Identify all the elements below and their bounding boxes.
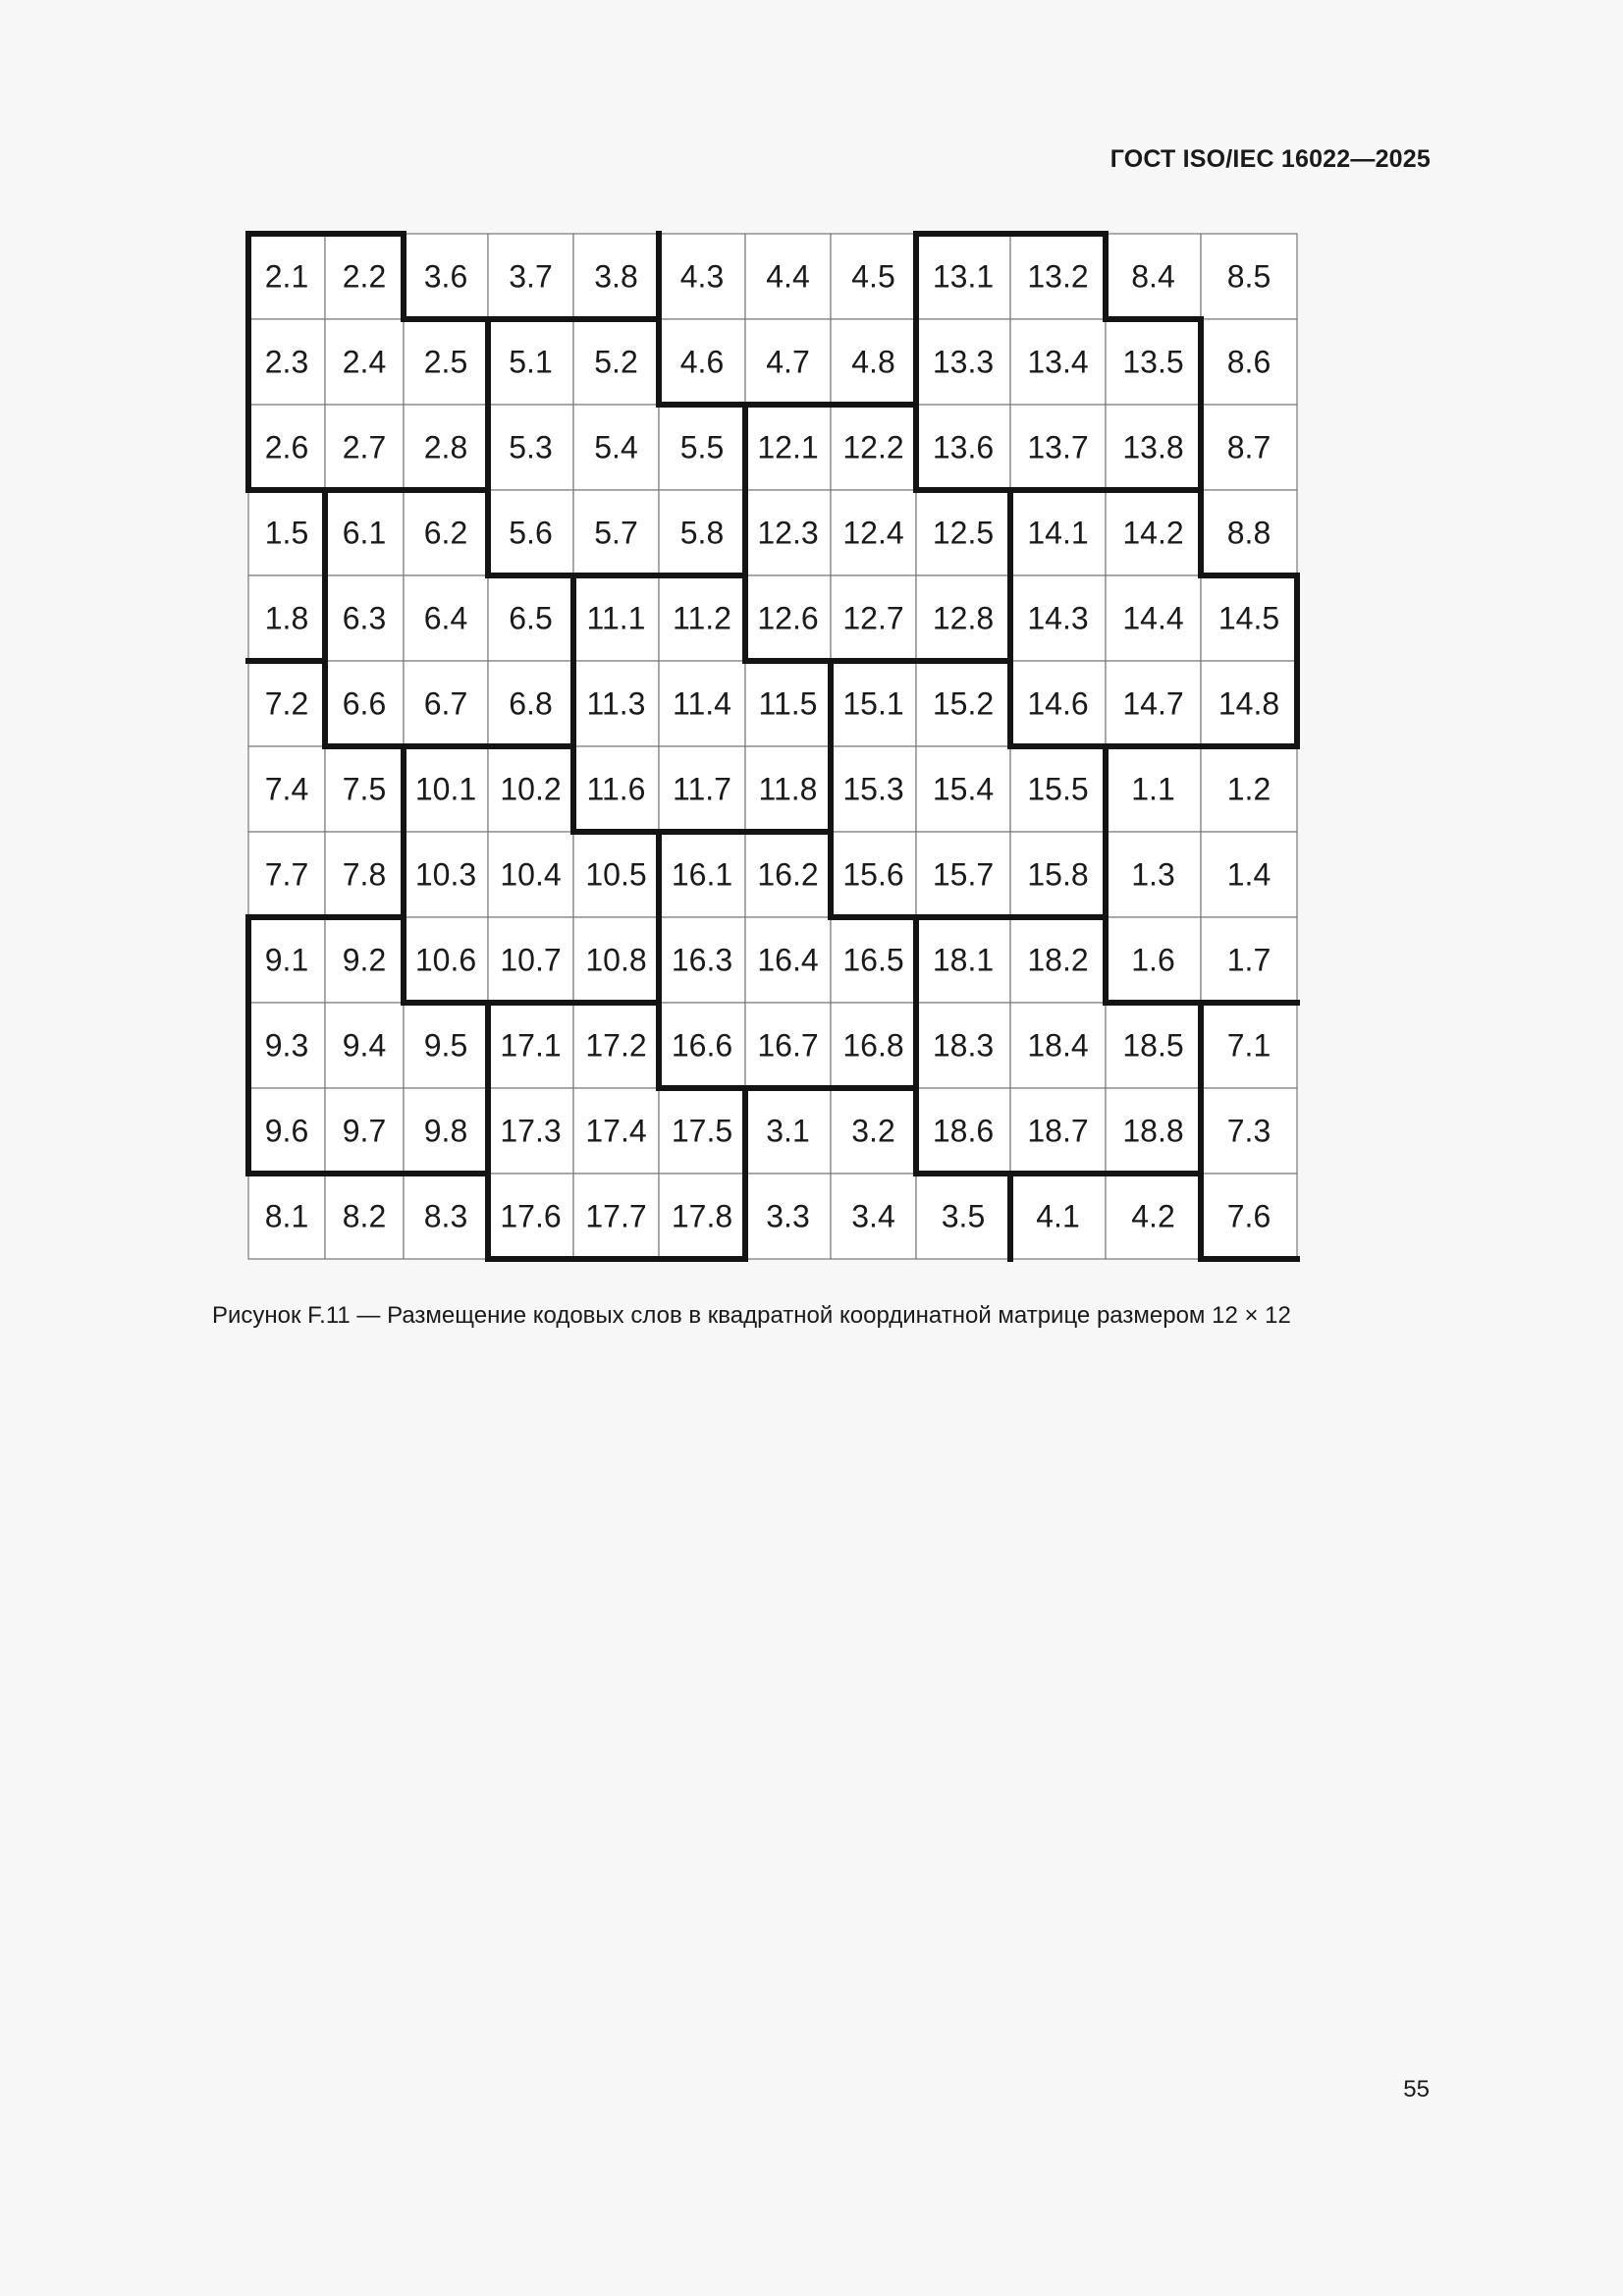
matrix-cell-label: 3.6 <box>423 258 468 295</box>
matrix-cell-label: 10.1 <box>414 771 477 807</box>
matrix-cell-label: 9.5 <box>423 1027 468 1064</box>
matrix-cell-label: 8.6 <box>1226 344 1271 380</box>
matrix-cell-label: 3.5 <box>941 1198 986 1234</box>
matrix-cell-label: 6.5 <box>509 600 553 636</box>
matrix-cell-label: 11.6 <box>586 771 646 807</box>
matrix-cell-label: 17.4 <box>585 1113 647 1149</box>
matrix-cell-label: 9.8 <box>423 1113 468 1149</box>
matrix-cell-label: 7.3 <box>1226 1113 1271 1149</box>
matrix-cell-label: 10.4 <box>500 856 562 893</box>
matrix-cell-label: 7.5 <box>342 771 387 807</box>
figure-caption: Рисунок F.11 — Размещение кодовых слов в квадратной координатной матрице размером 12 × 12 <box>212 1302 1291 1329</box>
matrix-cell-label: 17.8 <box>671 1198 733 1234</box>
matrix-cell-label: 1.1 <box>1131 771 1175 807</box>
matrix-cell-label: 2.7 <box>342 429 387 465</box>
matrix-cell-label: 8.7 <box>1226 429 1271 465</box>
matrix-cell-label: 5.8 <box>679 515 725 551</box>
matrix-cell-label: 11.7 <box>673 771 731 807</box>
matrix-cell-label: 11.8 <box>758 771 818 807</box>
matrix-cell-label: 7.2 <box>264 685 309 722</box>
matrix-cell-label: 12.5 <box>932 515 995 551</box>
matrix-cell-label: 1.8 <box>264 600 309 636</box>
matrix-cell-label: 17.1 <box>500 1027 562 1064</box>
matrix-cell-label: 5.3 <box>509 429 553 465</box>
matrix-cell-label: 14.7 <box>1122 685 1184 722</box>
matrix-cell-label: 8.2 <box>342 1198 387 1234</box>
matrix-cell-label: 10.7 <box>500 942 562 978</box>
matrix-cell-label: 7.8 <box>342 856 387 893</box>
matrix-cell-label: 9.1 <box>264 942 309 978</box>
matrix-cell-label: 2.6 <box>264 429 309 465</box>
matrix-cell-label: 10.8 <box>585 942 647 978</box>
matrix-cell-label: 18.5 <box>1122 1027 1184 1064</box>
matrix-cell-label: 3.3 <box>766 1198 810 1234</box>
matrix-cell-label: 15.6 <box>842 856 904 893</box>
matrix-cell-label: 16.3 <box>671 942 733 978</box>
matrix-cell-label: 6.8 <box>509 685 553 722</box>
matrix-cell-label: 12.8 <box>932 600 995 636</box>
matrix-cell-label: 5.2 <box>594 344 638 380</box>
document-header: ГОСТ ISO/IEC 16022—2025 <box>1109 145 1431 173</box>
matrix-cell-label: 3.1 <box>766 1113 810 1149</box>
matrix-cell-label: 16.8 <box>842 1027 904 1064</box>
codeword-matrix <box>246 232 1299 1259</box>
matrix-cell-label: 4.1 <box>1036 1198 1080 1234</box>
matrix-cell-label: 4.8 <box>851 344 895 380</box>
matrix-cell-label: 13.7 <box>1027 429 1089 465</box>
matrix-cell-label: 18.4 <box>1027 1027 1089 1064</box>
matrix-cell-label: 14.3 <box>1027 600 1089 636</box>
matrix-cell-label: 18.8 <box>1122 1113 1184 1149</box>
matrix-cell-label: 5.5 <box>679 429 725 465</box>
matrix-cell-label: 12.2 <box>842 429 904 465</box>
matrix-cell-label: 13.3 <box>932 344 995 380</box>
matrix-cell-label: 2.4 <box>342 344 387 380</box>
matrix-cell-label: 15.4 <box>932 771 995 807</box>
matrix-cell-label: 10.2 <box>500 771 562 807</box>
matrix-cell-label: 11.3 <box>586 685 646 722</box>
matrix-cell-label: 14.4 <box>1122 600 1184 636</box>
matrix-cell-label: 11.2 <box>673 600 731 636</box>
matrix-cell-label: 13.1 <box>932 258 995 295</box>
page-number: 55 <box>1403 2076 1430 2103</box>
matrix-cell-label: 2.3 <box>264 344 309 380</box>
matrix-cell-label: 13.8 <box>1122 429 1184 465</box>
matrix-cell-label: 12.3 <box>757 515 819 551</box>
matrix-cell-label: 5.6 <box>509 515 553 551</box>
matrix-cell-label: 6.4 <box>423 600 468 636</box>
matrix-cell-label: 12.4 <box>842 515 904 551</box>
matrix-cell-label: 10.3 <box>414 856 477 893</box>
matrix-cell-label: 14.6 <box>1027 685 1089 722</box>
matrix-cell-label: 18.7 <box>1027 1113 1089 1149</box>
matrix-cell-label: 16.5 <box>842 942 904 978</box>
matrix-cell-label: 17.7 <box>585 1198 647 1234</box>
matrix-cell-label: 5.1 <box>509 344 553 380</box>
matrix-cell-label: 14.1 <box>1027 515 1089 551</box>
matrix-cell-label: 2.2 <box>342 258 387 295</box>
matrix-cell-label: 15.7 <box>932 856 995 893</box>
matrix-cell-label: 4.4 <box>766 258 810 295</box>
matrix-cell-label: 15.3 <box>842 771 904 807</box>
matrix-cell-label: 17.2 <box>585 1027 647 1064</box>
matrix-cell-label: 4.7 <box>766 344 810 380</box>
matrix-cell-label: 15.8 <box>1027 856 1089 893</box>
matrix-cell-label: 9.3 <box>264 1027 309 1064</box>
matrix-cell-label: 8.8 <box>1226 515 1271 551</box>
matrix-cell-label: 11.1 <box>586 600 646 636</box>
matrix-cell-label: 6.3 <box>342 600 387 636</box>
matrix-cell-label: 10.5 <box>585 856 647 893</box>
matrix-cell-label: 10.6 <box>414 942 477 978</box>
matrix-cell-label: 9.2 <box>342 942 387 978</box>
matrix-cell-label: 3.4 <box>851 1198 895 1234</box>
matrix-cell-label: 1.5 <box>264 515 309 551</box>
matrix-cell-label: 1.7 <box>1226 942 1271 978</box>
matrix-cell-label: 16.6 <box>671 1027 733 1064</box>
matrix-cell-label: 5.7 <box>594 515 638 551</box>
matrix-cell-label: 8.1 <box>264 1198 309 1234</box>
matrix-cell-label: 7.6 <box>1226 1198 1271 1234</box>
matrix-cell-label: 11.4 <box>673 685 731 722</box>
matrix-cell-label: 16.2 <box>757 856 819 893</box>
matrix-cell-label: 2.8 <box>423 429 468 465</box>
matrix-cell-label: 15.2 <box>932 685 995 722</box>
matrix-cell-label: 15.5 <box>1027 771 1089 807</box>
matrix-cell-label: 12.1 <box>757 429 819 465</box>
matrix-cell-label: 1.3 <box>1131 856 1175 893</box>
matrix-cell-label: 6.2 <box>423 515 468 551</box>
matrix-cell-label: 6.7 <box>423 685 468 722</box>
matrix-cell-label: 6.6 <box>342 685 387 722</box>
matrix-cell-label: 18.1 <box>932 942 995 978</box>
matrix-cell-label: 3.7 <box>509 258 553 295</box>
matrix-cell-label: 1.4 <box>1226 856 1271 893</box>
matrix-cell-label: 4.5 <box>851 258 895 295</box>
codeword-matrix-grid <box>246 232 1299 1259</box>
matrix-cell-label: 18.6 <box>932 1113 995 1149</box>
matrix-cell-label: 5.4 <box>594 429 638 465</box>
matrix-cell-label: 13.4 <box>1027 344 1089 380</box>
matrix-cell-label: 14.8 <box>1217 685 1280 722</box>
matrix-cell-label: 18.2 <box>1027 942 1089 978</box>
matrix-cell-label: 4.6 <box>679 344 725 380</box>
matrix-cell-label: 17.3 <box>500 1113 562 1149</box>
matrix-cell-label: 1.2 <box>1226 771 1271 807</box>
matrix-cell-label: 7.7 <box>264 856 309 893</box>
matrix-cell-label: 16.1 <box>671 856 733 893</box>
matrix-cell-label: 8.4 <box>1131 258 1175 295</box>
matrix-cell-label: 14.5 <box>1217 600 1280 636</box>
matrix-cell-label: 3.2 <box>851 1113 895 1149</box>
matrix-cell-label: 7.1 <box>1226 1027 1271 1064</box>
matrix-cell-label: 7.4 <box>264 771 309 807</box>
matrix-cell-label: 9.6 <box>264 1113 309 1149</box>
matrix-cell-label: 16.7 <box>757 1027 819 1064</box>
matrix-cell-label: 13.6 <box>932 429 995 465</box>
matrix-cell-label: 9.7 <box>342 1113 387 1149</box>
matrix-cell-label: 4.2 <box>1131 1198 1175 1234</box>
matrix-cell-label: 15.1 <box>842 685 904 722</box>
matrix-cell-label: 17.5 <box>671 1113 733 1149</box>
matrix-cell-label: 16.4 <box>757 942 819 978</box>
matrix-cell-label: 8.3 <box>423 1198 468 1234</box>
matrix-cell-label: 3.8 <box>594 258 638 295</box>
matrix-cell-label: 6.1 <box>342 515 387 551</box>
matrix-cell-label: 13.2 <box>1027 258 1089 295</box>
matrix-cell-label: 1.6 <box>1131 942 1175 978</box>
matrix-cell-label: 12.6 <box>757 600 819 636</box>
matrix-cell-label: 9.4 <box>342 1027 387 1064</box>
matrix-cell-label: 4.3 <box>679 258 725 295</box>
matrix-cell-label: 14.2 <box>1122 515 1184 551</box>
matrix-cell-label: 2.1 <box>264 258 309 295</box>
matrix-cell-label: 18.3 <box>932 1027 995 1064</box>
matrix-cell-label: 17.6 <box>500 1198 562 1234</box>
matrix-cell-label: 11.5 <box>758 685 818 722</box>
matrix-cell-label: 8.5 <box>1226 258 1271 295</box>
matrix-cell-label: 2.5 <box>423 344 468 380</box>
matrix-cell-label: 13.5 <box>1122 344 1184 380</box>
matrix-cell-label: 12.7 <box>842 600 904 636</box>
